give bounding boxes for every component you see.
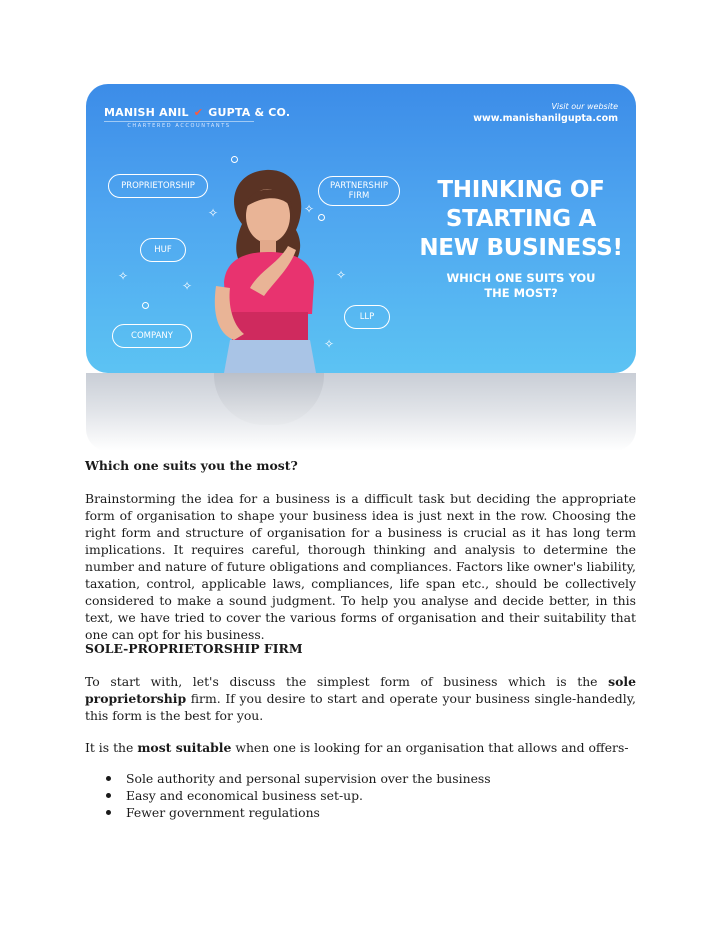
paragraph-most-suitable	[85, 739, 636, 756]
firm-logo	[104, 106, 290, 129]
bullet-icon	[106, 810, 111, 815]
pill-company: COMPANY	[112, 324, 192, 348]
list-item-text: Easy and economical business set-up.	[126, 788, 363, 803]
p3-text-start: It is the	[85, 740, 138, 755]
p2-text-start: To start with, let's discuss the simplest form of business which is the	[85, 674, 609, 689]
p2-text-end: firm. If you desire to start and operate your business single-handedly, this form is the best for you.	[85, 691, 636, 723]
visit-label: Visit our website	[551, 102, 618, 111]
woman-thinking-illustration	[204, 164, 334, 373]
reflection-shape	[214, 373, 324, 425]
pill-proprietorship: PROPRIETORSHIP	[108, 174, 208, 198]
list-item-text: Fewer government regulations	[126, 805, 320, 820]
benefits-list	[85, 770, 636, 821]
sparkle-icon: ✧	[304, 202, 315, 216]
banner-subheadline: WHICH ONE SUITS YOU THE MOST?	[446, 271, 596, 300]
bullet-icon	[106, 793, 111, 798]
list-item	[85, 770, 636, 787]
website-callout	[473, 102, 618, 124]
sparkle-icon: ✧	[324, 337, 335, 351]
article-heading: Which one suits you the most?	[85, 458, 298, 473]
circle-decoration	[142, 302, 149, 309]
sparkle-icon: ✧	[182, 279, 193, 293]
pill-huf: HUF	[140, 238, 186, 262]
paragraph-sole-proprietorship	[85, 673, 636, 724]
sparkle-icon: ✧	[336, 268, 347, 282]
logo-subtitle: CHARTERED ACCOUNTANTS	[104, 121, 254, 129]
bullet-icon	[106, 776, 111, 781]
p3-bold: most suitable	[137, 740, 232, 755]
list-item	[85, 804, 636, 821]
logo-name-left: MANISH ANIL	[104, 106, 189, 119]
banner-headline: THINKING OF STARTING A NEW BUSINESS!	[419, 177, 623, 261]
p2-bold: sole proprietorship	[85, 674, 636, 706]
circle-decoration	[231, 156, 238, 163]
list-item-text: Sole authority and personal supervision over the business	[126, 771, 491, 786]
banner-image	[86, 84, 636, 373]
pill-partnership-firm: PARTNERSHIP FIRM	[318, 176, 400, 206]
intro-paragraph: Brainstorming the idea for a business is a difficult task but deciding the appropriate form of organisation to shape your business idea is just next in the row. Choosing the right form and structure of organisation for a business is crucial as it has long term implications. It requires careful, thorough thinking and analysis to determine the number and nature of future obligations and compliances. Factors like owner's liability, taxation, control, applicable laws, compliances, life span etc., should be collectively considered to make a sound judgment. To help you analyse and decide better, in this text, we have tried to cover the various forms of organisation and their suitability that one can opt for his business.	[85, 491, 636, 642]
section-heading: SOLE-PROPRIETORSHIP FIRM	[85, 641, 303, 656]
list-item	[85, 787, 636, 804]
sparkle-icon: ✧	[208, 206, 219, 220]
pill-llp: LLP	[344, 305, 390, 329]
p3-text-end: when one is looking for an organisation that allows and offers-	[231, 740, 629, 755]
sparkle-icon: ✧	[118, 269, 129, 283]
banner-reflection	[86, 373, 636, 451]
logo-name-right: GUPTA & CO.	[208, 106, 291, 119]
check-mark-icon: ✔	[193, 106, 204, 119]
banner-headline-block	[416, 176, 626, 301]
website-url: www.manishanilgupta.com	[473, 113, 618, 124]
